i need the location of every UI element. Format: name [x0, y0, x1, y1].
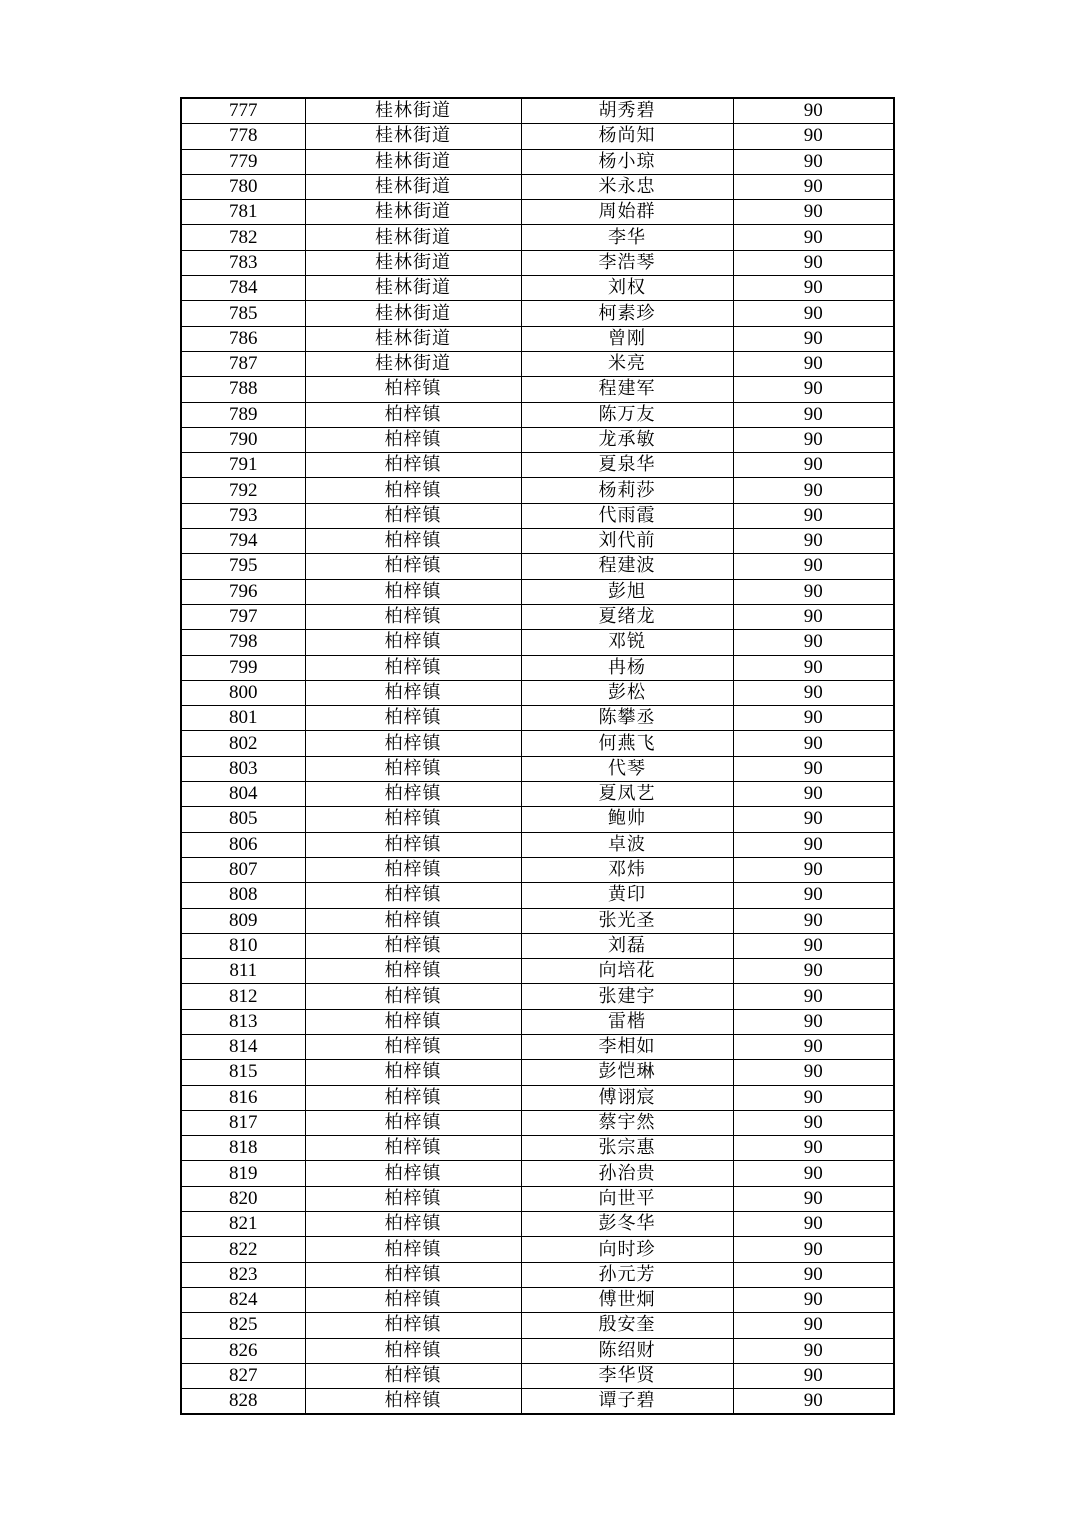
area-cell: 柏梓镇 — [305, 731, 521, 756]
name-cell: 蔡宇然 — [521, 1110, 733, 1135]
table-row — [181, 1262, 894, 1287]
row-number-cell: 777 — [181, 98, 305, 124]
name-cell: 彭冬华 — [521, 1212, 733, 1237]
score-cell: 90 — [733, 782, 894, 807]
table-row — [181, 402, 894, 427]
name-cell: 胡秀碧 — [521, 98, 733, 124]
area-cell: 柏梓镇 — [305, 706, 521, 731]
score-cell: 90 — [733, 250, 894, 275]
row-number-cell: 822 — [181, 1237, 305, 1262]
row-number-cell: 820 — [181, 1186, 305, 1211]
name-cell: 彭松 — [521, 680, 733, 705]
table-row — [181, 604, 894, 629]
row-number-cell: 779 — [181, 149, 305, 174]
name-cell: 向培花 — [521, 959, 733, 984]
roster-table-body — [181, 98, 894, 1414]
area-cell: 柏梓镇 — [305, 478, 521, 503]
table-row — [181, 731, 894, 756]
area-cell: 柏梓镇 — [305, 453, 521, 478]
score-cell: 90 — [733, 174, 894, 199]
score-cell: 90 — [733, 1287, 894, 1312]
table-row — [181, 630, 894, 655]
table-row — [181, 655, 894, 680]
score-cell: 90 — [733, 604, 894, 629]
name-cell: 柯素珍 — [521, 301, 733, 326]
row-number-cell: 792 — [181, 478, 305, 503]
name-cell: 刘磊 — [521, 933, 733, 958]
area-cell: 柏梓镇 — [305, 1034, 521, 1059]
area-cell: 柏梓镇 — [305, 680, 521, 705]
score-cell: 90 — [733, 655, 894, 680]
name-cell: 卓波 — [521, 832, 733, 857]
table-row — [181, 1313, 894, 1338]
row-number-cell: 781 — [181, 200, 305, 225]
row-number-cell: 825 — [181, 1313, 305, 1338]
area-cell: 柏梓镇 — [305, 933, 521, 958]
area-cell: 柏梓镇 — [305, 959, 521, 984]
name-cell: 周始群 — [521, 200, 733, 225]
table-row — [181, 1161, 894, 1186]
row-number-cell: 780 — [181, 174, 305, 199]
area-cell: 柏梓镇 — [305, 1212, 521, 1237]
area-cell: 柏梓镇 — [305, 1085, 521, 1110]
area-cell: 柏梓镇 — [305, 630, 521, 655]
score-cell: 90 — [733, 453, 894, 478]
table-row — [181, 1136, 894, 1161]
score-cell: 90 — [733, 1237, 894, 1262]
table-row — [181, 174, 894, 199]
row-number-cell: 806 — [181, 832, 305, 857]
table-row — [181, 1186, 894, 1211]
score-cell: 90 — [733, 1161, 894, 1186]
score-cell: 90 — [733, 756, 894, 781]
score-cell: 90 — [733, 706, 894, 731]
score-cell: 90 — [733, 427, 894, 452]
area-cell: 柏梓镇 — [305, 1262, 521, 1287]
row-number-cell: 827 — [181, 1363, 305, 1388]
table-row — [181, 579, 894, 604]
name-cell: 陈绍财 — [521, 1338, 733, 1363]
row-number-cell: 821 — [181, 1212, 305, 1237]
name-cell: 彭旭 — [521, 579, 733, 604]
score-cell: 90 — [733, 1034, 894, 1059]
area-cell: 桂林街道 — [305, 351, 521, 376]
name-cell: 鲍帅 — [521, 807, 733, 832]
area-cell: 柏梓镇 — [305, 427, 521, 452]
row-number-cell: 803 — [181, 756, 305, 781]
name-cell: 彭恺琳 — [521, 1060, 733, 1085]
area-cell: 柏梓镇 — [305, 1313, 521, 1338]
table-row — [181, 1363, 894, 1388]
score-cell: 90 — [733, 200, 894, 225]
name-cell: 何燕飞 — [521, 731, 733, 756]
score-cell: 90 — [733, 351, 894, 376]
name-cell: 代琴 — [521, 756, 733, 781]
score-cell: 90 — [733, 377, 894, 402]
row-number-cell: 798 — [181, 630, 305, 655]
row-number-cell: 786 — [181, 326, 305, 351]
table-row — [181, 883, 894, 908]
row-number-cell: 818 — [181, 1136, 305, 1161]
name-cell: 向时珍 — [521, 1237, 733, 1262]
row-number-cell: 826 — [181, 1338, 305, 1363]
area-cell: 柏梓镇 — [305, 529, 521, 554]
name-cell: 李华贤 — [521, 1363, 733, 1388]
row-number-cell: 816 — [181, 1085, 305, 1110]
name-cell: 李相如 — [521, 1034, 733, 1059]
name-cell: 张宗惠 — [521, 1136, 733, 1161]
table-row — [181, 554, 894, 579]
table-row — [181, 1389, 894, 1415]
table-row — [181, 832, 894, 857]
name-cell: 刘权 — [521, 276, 733, 301]
area-cell: 柏梓镇 — [305, 1110, 521, 1135]
area-cell: 柏梓镇 — [305, 1237, 521, 1262]
table-row — [181, 1110, 894, 1135]
area-cell: 柏梓镇 — [305, 1060, 521, 1085]
row-number-cell: 799 — [181, 655, 305, 680]
name-cell: 夏泉华 — [521, 453, 733, 478]
score-cell: 90 — [733, 529, 894, 554]
table-row — [181, 225, 894, 250]
row-number-cell: 797 — [181, 604, 305, 629]
score-cell: 90 — [733, 680, 894, 705]
area-cell: 桂林街道 — [305, 326, 521, 351]
row-number-cell: 790 — [181, 427, 305, 452]
name-cell: 杨尚知 — [521, 124, 733, 149]
row-number-cell: 815 — [181, 1060, 305, 1085]
row-number-cell: 787 — [181, 351, 305, 376]
area-cell: 柏梓镇 — [305, 1389, 521, 1415]
name-cell: 傅诩宸 — [521, 1085, 733, 1110]
row-number-cell: 801 — [181, 706, 305, 731]
row-number-cell: 807 — [181, 857, 305, 882]
table-row — [181, 1338, 894, 1363]
row-number-cell: 784 — [181, 276, 305, 301]
score-cell: 90 — [733, 1212, 894, 1237]
row-number-cell: 811 — [181, 959, 305, 984]
name-cell: 米亮 — [521, 351, 733, 376]
name-cell: 夏绪龙 — [521, 604, 733, 629]
table-row — [181, 1034, 894, 1059]
table-row — [181, 351, 894, 376]
row-number-cell: 795 — [181, 554, 305, 579]
row-number-cell: 791 — [181, 453, 305, 478]
table-row — [181, 933, 894, 958]
table-row — [181, 807, 894, 832]
name-cell: 李浩琴 — [521, 250, 733, 275]
area-cell: 柏梓镇 — [305, 1136, 521, 1161]
area-cell: 桂林街道 — [305, 276, 521, 301]
table-row — [181, 98, 894, 124]
area-cell: 柏梓镇 — [305, 1338, 521, 1363]
name-cell: 张光圣 — [521, 908, 733, 933]
name-cell: 雷楷 — [521, 1009, 733, 1034]
row-number-cell: 793 — [181, 503, 305, 528]
table-row — [181, 453, 894, 478]
table-row — [181, 301, 894, 326]
area-cell: 柏梓镇 — [305, 503, 521, 528]
row-number-cell: 789 — [181, 402, 305, 427]
score-cell: 90 — [733, 933, 894, 958]
score-cell: 90 — [733, 832, 894, 857]
table-row — [181, 680, 894, 705]
score-cell: 90 — [733, 1060, 894, 1085]
table-row — [181, 782, 894, 807]
score-cell: 90 — [733, 554, 894, 579]
row-number-cell: 814 — [181, 1034, 305, 1059]
name-cell: 杨莉莎 — [521, 478, 733, 503]
table-row — [181, 377, 894, 402]
row-number-cell: 796 — [181, 579, 305, 604]
score-cell: 90 — [733, 959, 894, 984]
table-row — [181, 1237, 894, 1262]
score-cell: 90 — [733, 883, 894, 908]
area-cell: 柏梓镇 — [305, 908, 521, 933]
table-row — [181, 959, 894, 984]
row-number-cell: 783 — [181, 250, 305, 275]
name-cell: 程建波 — [521, 554, 733, 579]
score-cell: 90 — [733, 1338, 894, 1363]
score-cell: 90 — [733, 1110, 894, 1135]
row-number-cell: 778 — [181, 124, 305, 149]
score-cell: 90 — [733, 1085, 894, 1110]
area-cell: 柏梓镇 — [305, 377, 521, 402]
area-cell: 柏梓镇 — [305, 655, 521, 680]
area-cell: 桂林街道 — [305, 124, 521, 149]
score-cell: 90 — [733, 225, 894, 250]
table-row — [181, 1009, 894, 1034]
area-cell: 柏梓镇 — [305, 756, 521, 781]
area-cell: 桂林街道 — [305, 301, 521, 326]
score-cell: 90 — [733, 1363, 894, 1388]
area-cell: 柏梓镇 — [305, 604, 521, 629]
area-cell: 柏梓镇 — [305, 832, 521, 857]
row-number-cell: 809 — [181, 908, 305, 933]
table-row — [181, 984, 894, 1009]
name-cell: 谭子碧 — [521, 1389, 733, 1415]
row-number-cell: 828 — [181, 1389, 305, 1415]
row-number-cell: 782 — [181, 225, 305, 250]
score-cell: 90 — [733, 276, 894, 301]
table-row — [181, 857, 894, 882]
area-cell: 桂林街道 — [305, 174, 521, 199]
row-number-cell: 785 — [181, 301, 305, 326]
table-row — [181, 1212, 894, 1237]
score-cell: 90 — [733, 1262, 894, 1287]
score-cell: 90 — [733, 857, 894, 882]
score-cell: 90 — [733, 807, 894, 832]
score-cell: 90 — [733, 630, 894, 655]
score-cell: 90 — [733, 326, 894, 351]
name-cell: 孙元芳 — [521, 1262, 733, 1287]
name-cell: 张建宇 — [521, 984, 733, 1009]
name-cell: 傅世炯 — [521, 1287, 733, 1312]
area-cell: 柏梓镇 — [305, 883, 521, 908]
row-number-cell: 788 — [181, 377, 305, 402]
area-cell: 柏梓镇 — [305, 1287, 521, 1312]
score-cell: 90 — [733, 149, 894, 174]
score-cell: 90 — [733, 301, 894, 326]
name-cell: 孙治贵 — [521, 1161, 733, 1186]
table-row — [181, 124, 894, 149]
name-cell: 陈攀丞 — [521, 706, 733, 731]
name-cell: 陈万友 — [521, 402, 733, 427]
name-cell: 米永忠 — [521, 174, 733, 199]
row-number-cell: 800 — [181, 680, 305, 705]
name-cell: 夏凤艺 — [521, 782, 733, 807]
table-row — [181, 326, 894, 351]
name-cell: 代雨霞 — [521, 503, 733, 528]
table-row — [181, 529, 894, 554]
table-row — [181, 200, 894, 225]
name-cell: 邓锐 — [521, 630, 733, 655]
name-cell: 程建军 — [521, 377, 733, 402]
row-number-cell: 817 — [181, 1110, 305, 1135]
name-cell: 李华 — [521, 225, 733, 250]
area-cell: 桂林街道 — [305, 149, 521, 174]
score-cell: 90 — [733, 984, 894, 1009]
row-number-cell: 824 — [181, 1287, 305, 1312]
area-cell: 柏梓镇 — [305, 402, 521, 427]
score-cell: 90 — [733, 1389, 894, 1415]
area-cell: 柏梓镇 — [305, 1161, 521, 1186]
table-row — [181, 276, 894, 301]
score-cell: 90 — [733, 908, 894, 933]
area-cell: 柏梓镇 — [305, 782, 521, 807]
score-cell: 90 — [733, 1186, 894, 1211]
table-row — [181, 503, 894, 528]
name-cell: 杨小琼 — [521, 149, 733, 174]
row-number-cell: 823 — [181, 1262, 305, 1287]
table-row — [181, 250, 894, 275]
table-row — [181, 1060, 894, 1085]
row-number-cell: 810 — [181, 933, 305, 958]
row-number-cell: 794 — [181, 529, 305, 554]
score-cell: 90 — [733, 731, 894, 756]
score-cell: 90 — [733, 579, 894, 604]
table-row — [181, 149, 894, 174]
name-cell: 向世平 — [521, 1186, 733, 1211]
row-number-cell: 819 — [181, 1161, 305, 1186]
table-row — [181, 478, 894, 503]
name-cell: 刘代前 — [521, 529, 733, 554]
area-cell: 柏梓镇 — [305, 1363, 521, 1388]
roster-table — [180, 97, 895, 1415]
table-row — [181, 427, 894, 452]
score-cell: 90 — [733, 503, 894, 528]
row-number-cell: 804 — [181, 782, 305, 807]
area-cell: 柏梓镇 — [305, 554, 521, 579]
row-number-cell: 805 — [181, 807, 305, 832]
score-cell: 90 — [733, 1313, 894, 1338]
score-cell: 90 — [733, 124, 894, 149]
row-number-cell: 802 — [181, 731, 305, 756]
row-number-cell: 808 — [181, 883, 305, 908]
area-cell: 桂林街道 — [305, 98, 521, 124]
area-cell: 柏梓镇 — [305, 857, 521, 882]
name-cell: 殷安奎 — [521, 1313, 733, 1338]
table-row — [181, 1085, 894, 1110]
area-cell: 桂林街道 — [305, 225, 521, 250]
score-cell: 90 — [733, 98, 894, 124]
table-row — [181, 706, 894, 731]
name-cell: 曾刚 — [521, 326, 733, 351]
row-number-cell: 812 — [181, 984, 305, 1009]
area-cell: 柏梓镇 — [305, 1009, 521, 1034]
score-cell: 90 — [733, 402, 894, 427]
name-cell: 黄印 — [521, 883, 733, 908]
score-cell: 90 — [733, 478, 894, 503]
area-cell: 柏梓镇 — [305, 1186, 521, 1211]
score-cell: 90 — [733, 1136, 894, 1161]
score-cell: 90 — [733, 1009, 894, 1034]
name-cell: 龙承敏 — [521, 427, 733, 452]
area-cell: 柏梓镇 — [305, 984, 521, 1009]
name-cell: 邓炜 — [521, 857, 733, 882]
table-row — [181, 1287, 894, 1312]
area-cell: 柏梓镇 — [305, 807, 521, 832]
table-row — [181, 756, 894, 781]
table-row — [181, 908, 894, 933]
row-number-cell: 813 — [181, 1009, 305, 1034]
area-cell: 桂林街道 — [305, 200, 521, 225]
name-cell: 冉杨 — [521, 655, 733, 680]
area-cell: 柏梓镇 — [305, 579, 521, 604]
area-cell: 桂林街道 — [305, 250, 521, 275]
